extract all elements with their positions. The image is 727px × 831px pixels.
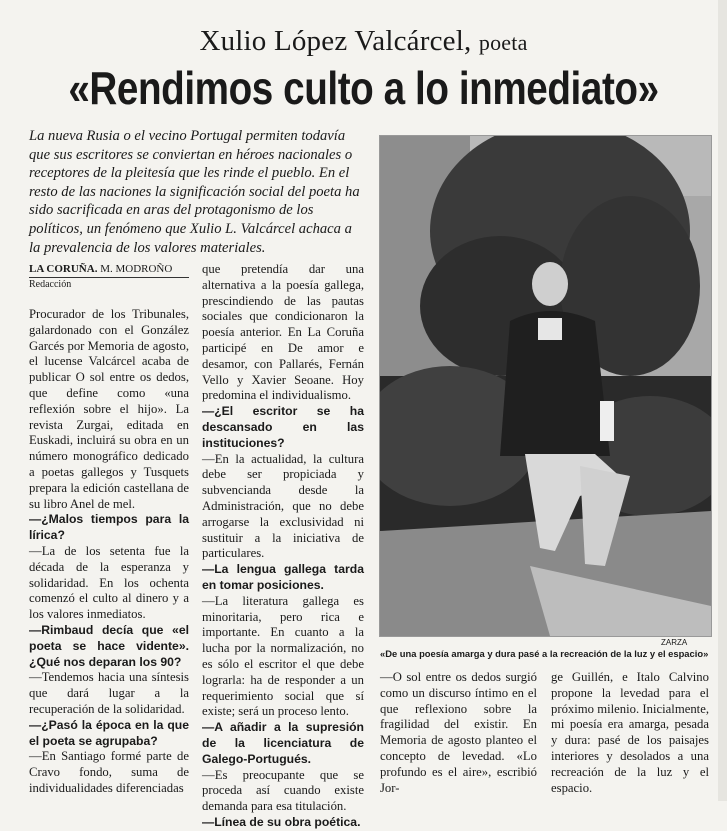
interview-question: —Rimbaud decía que «el poeta se hace vidente». ¿Qué nos deparan los 90? <box>29 622 189 669</box>
photo-credit: ZARZA <box>661 638 688 647</box>
byline-author: M. MODROÑO <box>100 263 173 275</box>
page-edge <box>718 0 727 801</box>
interview-question: —¿Malos tiempos para la lírica? <box>29 512 189 543</box>
body-paragraph: —La literatura gallega es minoritaria, pero rica e importante. En cuanto a la lucha por la normalización, no es sólo el escritor el que debe lograrla: ha de responder a un requerimiento social que sí existe; será un proceso lento. <box>202 593 364 719</box>
column-1 <box>29 307 189 797</box>
byline-desk: Redacción <box>29 279 72 290</box>
byline <box>29 262 199 276</box>
kicker <box>0 24 727 60</box>
column-2 <box>202 262 364 831</box>
body-paragraph: —Es preocupante que se proceda así cuando existe demanda para esa titulación. <box>202 767 364 814</box>
body-paragraph: que pretendía dar una alternativa a la poesía gallega, prescindiendo de las pautas sociales que condicionaron la poesía anterior. En La Coruña participé en De amor e desamor, con Pallarés, Fernán Vello y Xavier Seoane. Hoy predomina el individualismo. <box>202 262 364 403</box>
column-4 <box>551 670 709 796</box>
body-paragraph: ge Guillén, e Italo Calvino propone la levedad para el próximo milenio. Inicialmente, mi poesía era amarga, pesada y dura: pasé de los paisajes interiores y desolados a una recreación de la luz y el espacio. <box>551 670 709 795</box>
interview-question: —Línea de su obra poética. <box>202 814 361 829</box>
interview-question: —¿El escritor se ha descansado en las instituciones? <box>202 404 364 450</box>
kicker-role: poeta <box>478 30 528 55</box>
interview-question: —¿Pasó la época en la que el poeta se agrupaba? <box>29 717 189 748</box>
body-paragraph: —Tendemos hacia una síntesis que dará lugar a la recuperación de la solidaridad. <box>29 670 189 716</box>
body-paragraph: —La de los setenta fue la década de la esperanza y solidaridad. En los ochenta comenzó el culto al dinero y a los valores inmediatos. <box>29 543 189 622</box>
body-paragraph: —En la actualidad, la cultura debe ser propiciada y subvencianda desde la Administración, que no debe arrogarse la exclusividad ni sustituir a la iniciativa de particulares. <box>202 451 364 561</box>
body-paragraph: —En Santiago formé parte de Cravo fondo, suma de individualidades diferenciadas <box>29 749 189 795</box>
interview-question: —A añadir a la supresión de la licenciatura de Galego-Portugués. <box>202 720 364 766</box>
portrait-photo-illustration <box>380 136 711 636</box>
body-paragraph: Procurador de los Tribunales, galardonado con el González Garcés por Memoria de agosto, el lucense Valcárcel acaba de publicar O sol entre os dedos, que define como «una reflexión sobre el hijo». La revista Zurgai, editada en Euskadi, incluirá su obra en un número monográfico dedicado a poetas gallegos y Tusquets prepara la edición castellana de su libro Anel de mel. <box>29 307 189 511</box>
headline: «Rendimos culto a lo inmediato» <box>68 62 659 114</box>
kicker-name: Xulio López Valcárcel, <box>199 25 472 57</box>
photo-caption: «De una poesía amarga y dura pasé a la recreación de la luz y el espacio» <box>380 648 709 659</box>
byline-place: LA CORUÑA. <box>29 263 98 275</box>
column-3 <box>380 670 537 796</box>
portrait-photo <box>379 135 712 637</box>
interview-question: —La lengua gallega tarda en tomar posiciones. <box>202 562 364 592</box>
body-paragraph: —O sol entre os dedos surgió como un discurso íntimo en el que reflexiono sobre la fragilidad del existir. En Memoria de agosto planteo el concepto de levedad. «Lo profundo es el aire», escribió Jor- <box>380 670 537 795</box>
lead-paragraph: La nueva Rusia o el vecino Portugal permiten todavía que sus escritores se conviertan en héroes nacionales o receptores de la pleitesía que les rinde el pueblo. En el resto de las naciones la significación social del poeta ha sido sacrificada en aras del protagonismo de los políticos, un fenómeno que Xulio L. Valcárcel achaca a la prevalencia de los valores materiales. <box>29 128 360 256</box>
